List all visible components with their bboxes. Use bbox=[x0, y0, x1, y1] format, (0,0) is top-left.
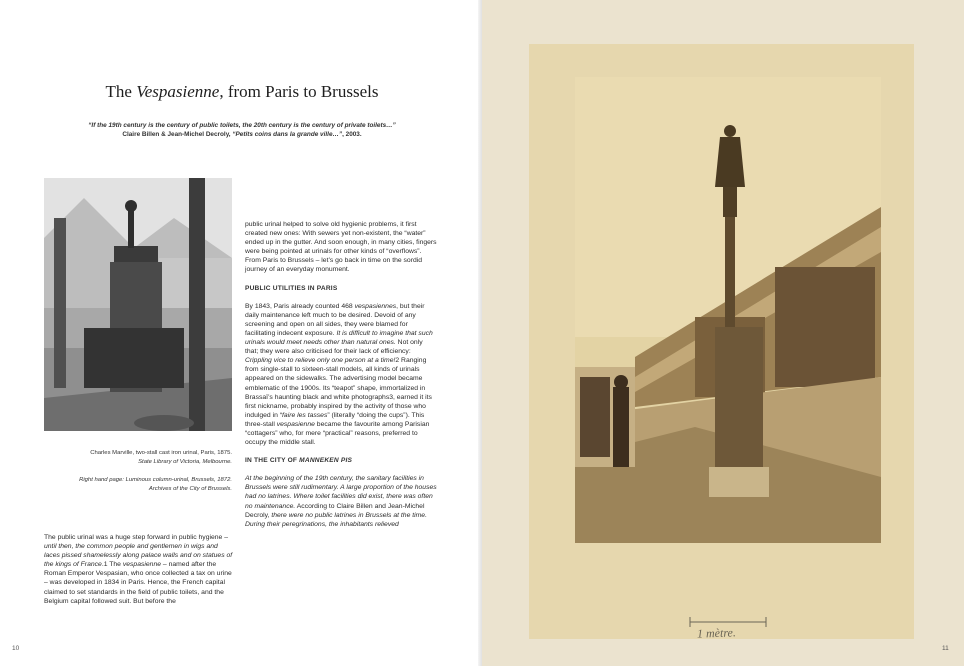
body-column-1 bbox=[44, 533, 234, 606]
caption-brussels: Right hand page: Luminous column-urinal, Brussels, 1872. Archives of the City of Brussels. bbox=[79, 477, 232, 492]
page-number-left: 10 bbox=[12, 645, 20, 652]
column-urinal-photo-brussels bbox=[575, 77, 881, 543]
epigraph-attribution: Claire Billen & Jean-Michel Decroly, “Petits coins dans la grande ville…”, 2003. bbox=[122, 131, 362, 138]
paragraph-brussels: At the beginning of the 19th century, the sanitary facilities in Brussels were still rudimentary. A large proportion of the houses had no latrines. Where toilet facilities did exist, there was often no maintenance. According to Claire Billen and Jean-Michel Decroly, there were no public latrines in Brussels at the time. During their peregrinations, the inhabitants relieved bbox=[245, 475, 437, 528]
page-number-right: 11 bbox=[942, 645, 949, 652]
paragraph-paris: By 1843, Paris already counted 468 vespasiennes, but their daily maintenance left much to be desired. Devoid of any screening and open on all sides, they were blamed for facilitating indecent exposure. It is difficult to imagine that such urinals would meet needs other than natural ones. Not only that; they were also criticised for their lack of efficiency: Crippling vice to relieve only one person at a time!2 Ranging from single-stall to sixteen-stall models, all kinds of urinals appeared on the sidewalks. The advertising model became emblematic of the 1900s. Its “teapot” shape, immortalized in Brassaï’s haunting black and white photographs3, earned it its first nickname, probably inspired by the activity of those who indulged in “faire les tasses” (literally “doing the cups”). This three-stall vespasienne became the favourite among Parisian “cottagers” who, for mere “practical” reasons, preferred to occupy the middle stall. bbox=[245, 302, 433, 447]
photo-captions bbox=[44, 449, 232, 493]
page-title: The Vespasienne, from Paris to Brussels bbox=[105, 82, 379, 101]
epigraph bbox=[44, 121, 440, 139]
paragraph-continuation: public urinal helped to solve old hygienic problems, it first created new ones: With sewers yet non-existent, the “water” ended up in the gutter. And soon enough, in many cities, fingers were being pointed at urinals for other kinds of “overflows”. From Paris to Brussels – let’s go back in time on the sordid journey of an everyday monument. bbox=[245, 221, 437, 274]
urinal-photo-paris bbox=[44, 178, 232, 431]
scale-annotation: 1 mètre. bbox=[696, 625, 737, 641]
caption-paris: Charles Marville, two-stall cast iron urinal, Paris, 1875. State Library of Victoria, Melbourne. bbox=[90, 450, 232, 465]
section-heading-brussels: IN THE CITY OF MANNEKEN PIS bbox=[245, 457, 353, 465]
section-heading-paris: PUBLIC UTILITIES IN PARIS bbox=[245, 284, 338, 292]
paragraph-intro: The public urinal was a huge step forward in public hygiene – until then, the common people and gentlemen in wigs and laces pissed shamelessly along palace walls and on statues of the kings of France.1 The vespasienne – named after the Roman Emperor Vespasian, who once collected a tax on urine – was developed in 1834 in Paris. Hence, the French capital claimed to set standards in the field of public toilets, and the Belgium capital followed suit. But before the bbox=[44, 534, 233, 605]
body-column-2 bbox=[245, 220, 437, 529]
epigraph-quote: “If the 19th century is the century of public toilets, the 20th century is the century of private toilets…” bbox=[88, 122, 396, 129]
